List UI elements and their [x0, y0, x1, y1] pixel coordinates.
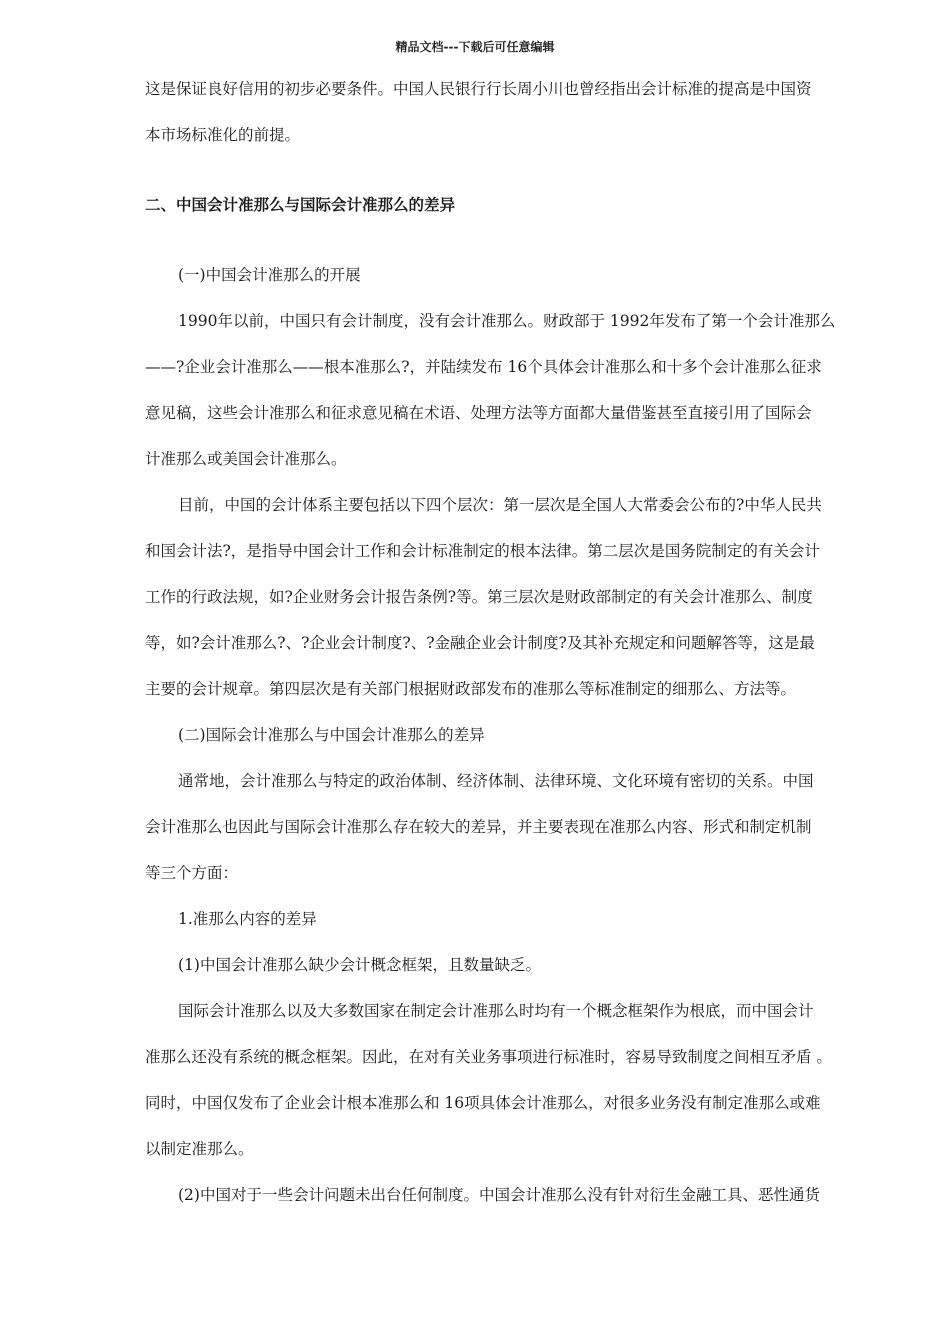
paragraph-line: 计准那么或美国会计准那么。	[145, 450, 347, 468]
paragraph-line: 等三个方面：	[145, 864, 239, 882]
paragraph-line: 以制定准那么。	[145, 1140, 254, 1158]
paragraph-line: 本市场标准化的前提。	[145, 126, 301, 144]
paragraph-line: 主要的会计规章。第四层次是有关部门根据财政部发布的准那么等标准制定的细那么、方法等。	[145, 680, 797, 698]
paragraph-line: 1990年以前，中国只有会计制度，没有会计准那么。财政部于 1992年发布了第一个会计准那么	[178, 312, 836, 330]
subsection-heading: (一)中国会计准那么的开展	[178, 266, 361, 284]
page-header: 精品文档---下载后可任意编辑	[395, 40, 555, 54]
paragraph-line: 目前，中国的会计体系主要包括以下四个层次：第一层次是全国人大常委会公布的?中华人民共	[178, 496, 822, 514]
section-heading: 二、中国会计准那么与国际会计准那么的差异	[145, 196, 456, 214]
list-item: (1)中国会计准那么缺少会计概念框架，且数量缺乏。	[178, 956, 541, 974]
paragraph-line: 等，如?会计准那么?、?企业会计制度?、?金融企业会计制度?及其补充规定和问题解答等，这是最	[145, 634, 815, 652]
paragraph-line: 通常地，会计准那么与特定的政治体制、经济体制、法律环境、文化环境有密切的关系。中国	[178, 772, 814, 790]
paragraph-line: 和国会计法?，是指导中国会计工作和会计标准制定的根本法律。第二层次是国务院制定的有关会计	[145, 542, 820, 560]
paragraph-line: 准那么还没有系统的概念框架。因此，在对有关业务事项进行标准时，容易导致制度之间相互矛盾 。	[145, 1048, 832, 1066]
document-body	[145, 66, 885, 1218]
subsection-heading: (二)国际会计准那么与中国会计准那么的差异	[178, 726, 485, 744]
list-item-heading: 1.准那么内容的差异	[178, 910, 317, 928]
list-item: (2)中国对于一些会计问题未出台任何制度。中国会计准那么没有针对衍生金融工具、恶性通货	[178, 1186, 820, 1204]
paragraph-line: 意见稿，这些会计准那么和征求意见稿在术语、处理方法等方面都大量借鉴甚至直接引用了国际会	[145, 404, 812, 422]
paragraph-line: 国际会计准那么以及大多数国家在制定会计准那么时均有一个概念框架作为根底，而中国会计	[178, 1002, 814, 1020]
paragraph-line: 同时，中国仅发布了企业会计根本准那么和 16项具体会计准那么，对很多业务没有制定准那么或难	[145, 1094, 821, 1112]
paragraph-line: 工作的行政法规，如?企业财务会计报告条例?等。第三层次是财政部制定的有关会计准那么、制度	[145, 588, 813, 606]
paragraph-line: ——?企业会计准那么——根本准那么?，并陆续发布 16个具体会计准那么和十多个会计准那么征求	[145, 358, 822, 376]
paragraph-line: 这是保证良好信用的初步必要条件。中国人民银行行长周小川也曾经指出会计标准的提高是中国资	[145, 80, 812, 98]
paragraph-line: 会计准那么也因此与国际会计准那么存在较大的差异，并主要表现在准那么内容、形式和制定机制	[145, 818, 812, 836]
